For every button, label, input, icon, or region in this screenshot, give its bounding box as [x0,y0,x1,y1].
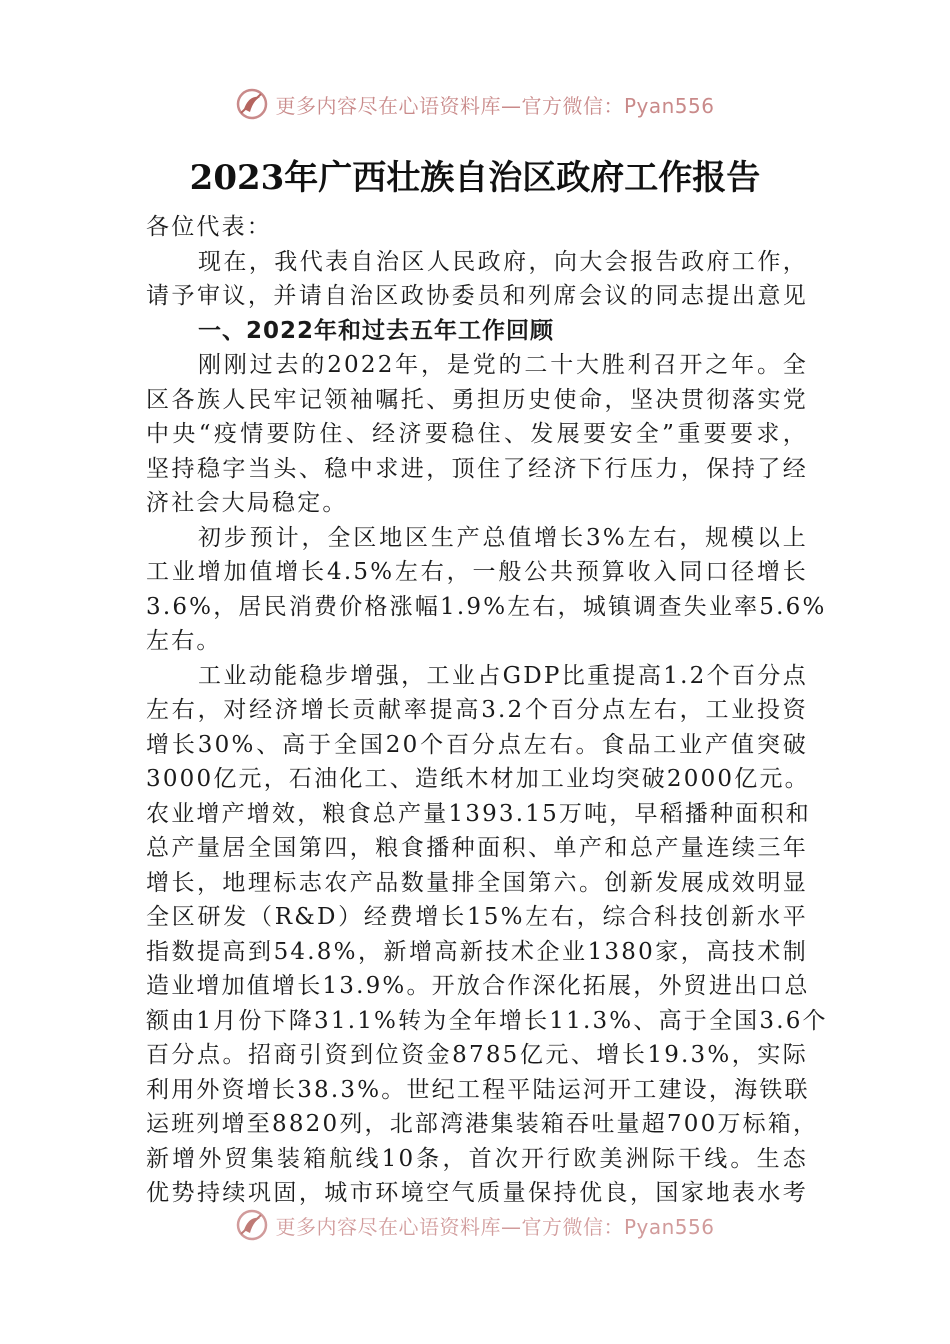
watermark-text: 更多内容尽在心语资料库—官方微信：Pyan556 [275,1214,715,1239]
page-title: 2023年广西壮族自治区政府工作报告 [189,158,761,198]
text-line: 工业动能稳步增强，工业占GDP比重提高1.2个百分点 [198,662,808,689]
text-line: 运班列增至8820列，北部湾港集装箱吞吐量超700万标箱， [146,1111,819,1137]
text-line: 左右。 [146,628,222,654]
text-line: 百分点。招商引资到位资金8785亿元、增长19.3%，实际 [146,1042,808,1068]
document-body [146,210,828,1211]
text-line: 利用外资增长38.3%。世纪工程平陆运河开工建设，海铁联 [146,1076,810,1103]
text-line: 新增外贸集装箱航线10条，首次开行欧美洲际干线。生态 [146,1145,808,1172]
text-line: 请予审议，并请自治区政协委员和列席会议的同志提出意见 [146,283,808,309]
text-line: 优势持续巩固，城市环境空气质量保持优良，国家地表水考 [146,1180,808,1206]
text-line: 增长，地理标志农产品数量排全国第六。创新发展成效明显 [146,869,808,896]
text-line: 济社会大局稳定。 [146,490,348,516]
text-line: 农业增产增效，粮食总产量1393.15万吨，早稻播种面积和 [146,800,811,827]
text-line: 初步预计，全区地区生产总值增长3%左右，规模以上 [198,524,808,551]
section-heading: 一、2022年和过去五年工作回顾 [198,317,555,344]
text-line: 工业增加值增长4.5%左右，一般公共预算收入同口径增长 [146,559,808,585]
footer-watermark [0,1208,950,1242]
text-line: 左右，对经济增长贡献率提高3.2个百分点左右，工业投资 [146,697,808,723]
text-line: 总产量居全国第四，粮食播种面积、单产和总产量连续三年 [146,835,808,861]
text-line: 中央“疫情要防住、经济要稳住、发展要安全”重要要求， [146,421,808,447]
text-line: 额由1月份下降31.1%转为全年增长11.3%、高于全国3.6个 [146,1007,828,1034]
header-watermark [0,86,950,122]
text-line: 各位代表： [146,214,272,240]
text-line: 区各族人民牢记领袖嘱托、勇担历史使命，坚决贯彻落实党 [146,386,808,413]
text-line: 现在，我代表自治区人民政府，向大会报告政府工作， [198,248,808,275]
text-line: 3000亿元，石油化工、造纸木材加工业均突破2000亿元。 [146,766,810,792]
text-line: 全区研发（R&D）经费增长15%左右，综合科技创新水平 [146,904,808,930]
text-line: 指数提高到54.8%，新增高新技术企业1380家，高技术制 [146,938,808,965]
watermark-text: 更多内容尽在心语资料库—官方微信：Pyan556 [275,93,715,118]
text-line: 3.6%，居民消费价格涨幅1.9%左右，城镇调查失业率5.6% [146,593,827,620]
brand-logo-icon [235,87,269,121]
text-line: 刚刚过去的2022年，是党的二十大胜利召开之年。全 [198,352,808,378]
text-line: 增长30%、高于全国20个百分点左右。食品工业产值突破 [146,731,808,758]
brand-logo-icon [235,1208,269,1242]
text-line: 坚持稳字当头、稳中求进，顶住了经济下行压力，保持了经 [146,455,808,482]
text-line: 造业增加值增长13.9%。开放合作深化拓展，外贸进出口总 [146,973,810,999]
